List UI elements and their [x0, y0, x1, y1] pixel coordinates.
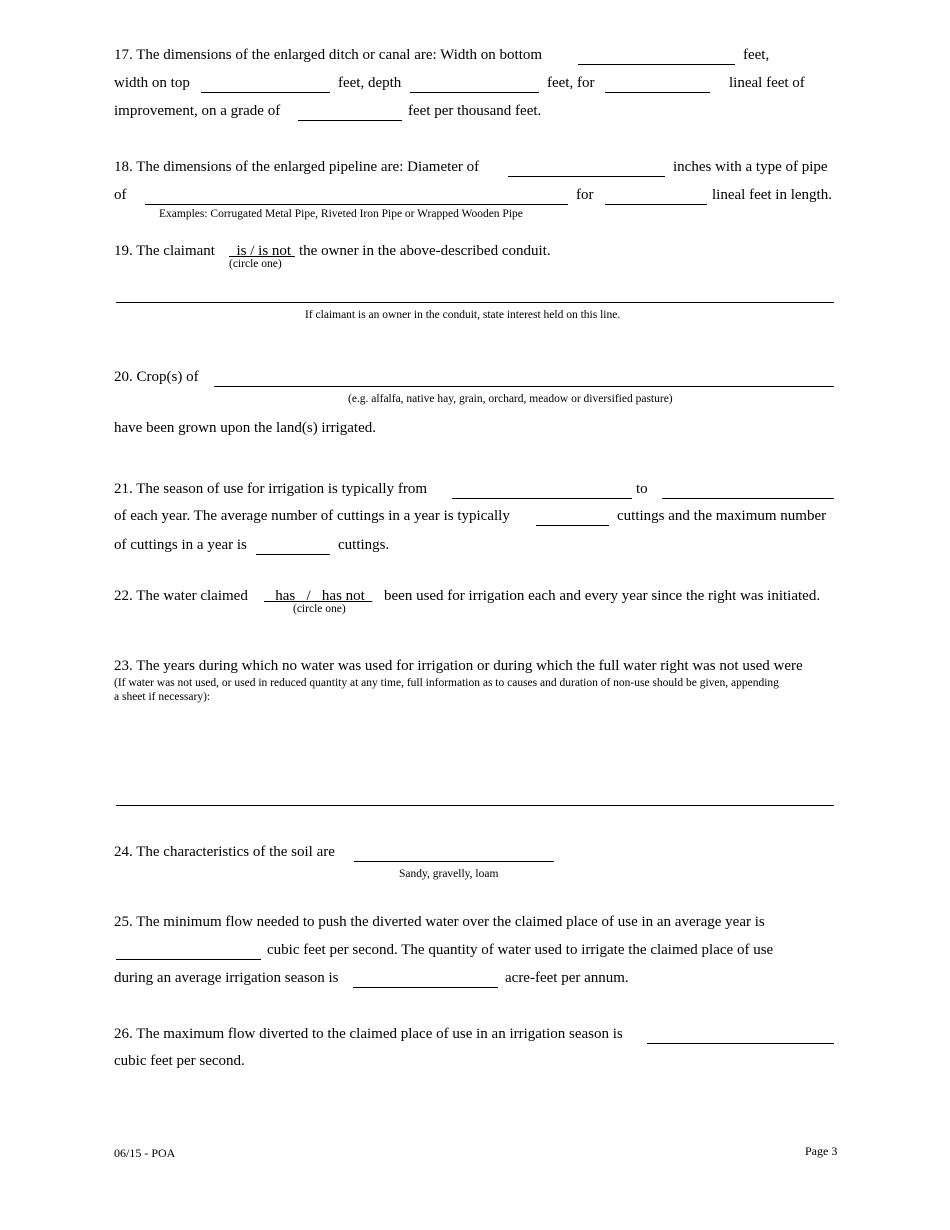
q26-text-line1: 26. The maximum flow diverted to the claimed place of use in an irrigation season is: [114, 1026, 623, 1042]
q25-min-flow-field[interactable]: [116, 959, 261, 960]
q25-acre-label: acre-feet per annum.: [505, 970, 629, 986]
q18-diameter-field[interactable]: [508, 176, 665, 177]
q18-inches-label: inches with a type of pipe: [673, 159, 828, 175]
q25-text-line1: 25. The minimum flow needed to push the diverted water over the claimed place of use in an average year is: [114, 914, 765, 930]
q21-average-cuttings-field[interactable]: [536, 525, 609, 526]
q26-max-flow-field[interactable]: [647, 1043, 834, 1044]
q23-text-line1: 23. The years during which no water was used for irrigation or during which the full water right was not used were: [114, 658, 803, 674]
q24-soil-field[interactable]: [354, 861, 554, 862]
q22-has-not-text: has not: [321, 588, 365, 604]
q21-season-to-field[interactable]: [662, 498, 834, 499]
q17-depth-label: feet, depth: [338, 75, 402, 91]
q18-lineal-feet-field[interactable]: [605, 204, 707, 205]
q17-text-line1: 17. The dimensions of the enlarged ditch or canal are: Width on bottom: [114, 47, 543, 63]
q18-examples-hint: Examples: Corrugated Metal Pipe, Riveted Iron Pipe or Wrapped Wooden Pipe: [159, 208, 523, 220]
q23-note-line2: a sheet if necessary):: [114, 691, 211, 703]
q22-circle-one-hint: (circle one): [293, 603, 346, 615]
q21-season-from-field[interactable]: [452, 498, 632, 499]
q26-text-line2: cubic feet per second.: [114, 1053, 245, 1069]
q20-lead-text: 20. Crop(s) of: [114, 369, 199, 385]
q18-text-line1: 18. The dimensions of the enlarged pipeline are: Diameter of: [114, 159, 480, 175]
q22-slash-text: /: [306, 588, 311, 604]
q17-lineal-label: lineal feet of: [729, 75, 805, 91]
q21-lead-text: 21. The season of use for irrigation is typically from: [114, 481, 427, 497]
q19-interest-field[interactable]: [116, 302, 834, 303]
q21-cuttings-label: cuttings.: [338, 537, 390, 553]
footer-page-number: Page 3: [805, 1144, 838, 1158]
q19-rest-text: the owner in the above-described conduit.: [299, 243, 551, 259]
q20-examples-hint: (e.g. alfalfa, native hay, grain, orchard, meadow or diversified pasture): [348, 393, 673, 405]
q18-for-label: for: [576, 187, 594, 203]
q21-max-cuttings-field[interactable]: [256, 554, 330, 555]
q22-has-text: has: [275, 588, 296, 604]
q17-lineal-feet-field[interactable]: [605, 92, 710, 93]
q19-lead-text: 19. The claimant: [114, 243, 215, 259]
q24-lead-text: 24. The characteristics of the soil are: [114, 844, 335, 860]
q19-choice-text: is / is not: [236, 243, 292, 259]
q17-improvement-label: improvement, on a grade of: [114, 103, 281, 119]
q18-pipe-type-field[interactable]: [145, 204, 568, 205]
q18-of-label: of: [114, 187, 127, 203]
q23-non-use-field[interactable]: [116, 805, 834, 806]
q22-rest-text: been used for irrigation each and every year since the right was initiated.: [384, 588, 821, 604]
q17-for-label: feet, for: [547, 75, 595, 91]
q17-depth-field[interactable]: [410, 92, 539, 93]
q20-crops-field[interactable]: [214, 386, 834, 387]
footer-form-code: 06/15 - POA: [114, 1146, 176, 1160]
q18-lineal-length-label: lineal feet in length.: [712, 187, 832, 203]
q24-soil-hint: Sandy, gravelly, loam: [399, 868, 499, 880]
q19-interest-note: If claimant is an owner in the conduit, state interest held on this line.: [305, 309, 621, 321]
q21-line2-text: of each year. The average number of cuttings in a year is typically: [114, 508, 510, 524]
q22-lead-text: 22. The water claimed: [114, 588, 248, 604]
q17-feet-label: feet,: [743, 47, 770, 63]
q20-rest-text: have been grown upon the land(s) irrigated.: [114, 420, 376, 436]
q21-line3-text: of cuttings in a year is: [114, 537, 247, 553]
q25-acre-feet-field[interactable]: [353, 987, 498, 988]
q25-cfs-text: cubic feet per second. The quantity of water used to irrigate the claimed place of use: [267, 942, 774, 958]
q17-bottom-width-field[interactable]: [578, 64, 735, 65]
q23-note-line1: (If water was not used, or used in reduced quantity at any time, full information as to causes and duration of non-use should be given, appending: [114, 677, 779, 689]
q21-max-text: cuttings and the maximum number: [617, 508, 827, 524]
q25-line3-text: during an average irrigation season is: [114, 970, 339, 986]
q17-per-thousand-label: feet per thousand feet.: [408, 103, 542, 119]
q17-width-top-label: width on top: [114, 75, 190, 91]
q19-circle-one-hint: (circle one): [229, 258, 282, 270]
q21-to-label: to: [636, 481, 648, 497]
q17-grade-field[interactable]: [298, 120, 402, 121]
q17-top-width-field[interactable]: [201, 92, 330, 93]
